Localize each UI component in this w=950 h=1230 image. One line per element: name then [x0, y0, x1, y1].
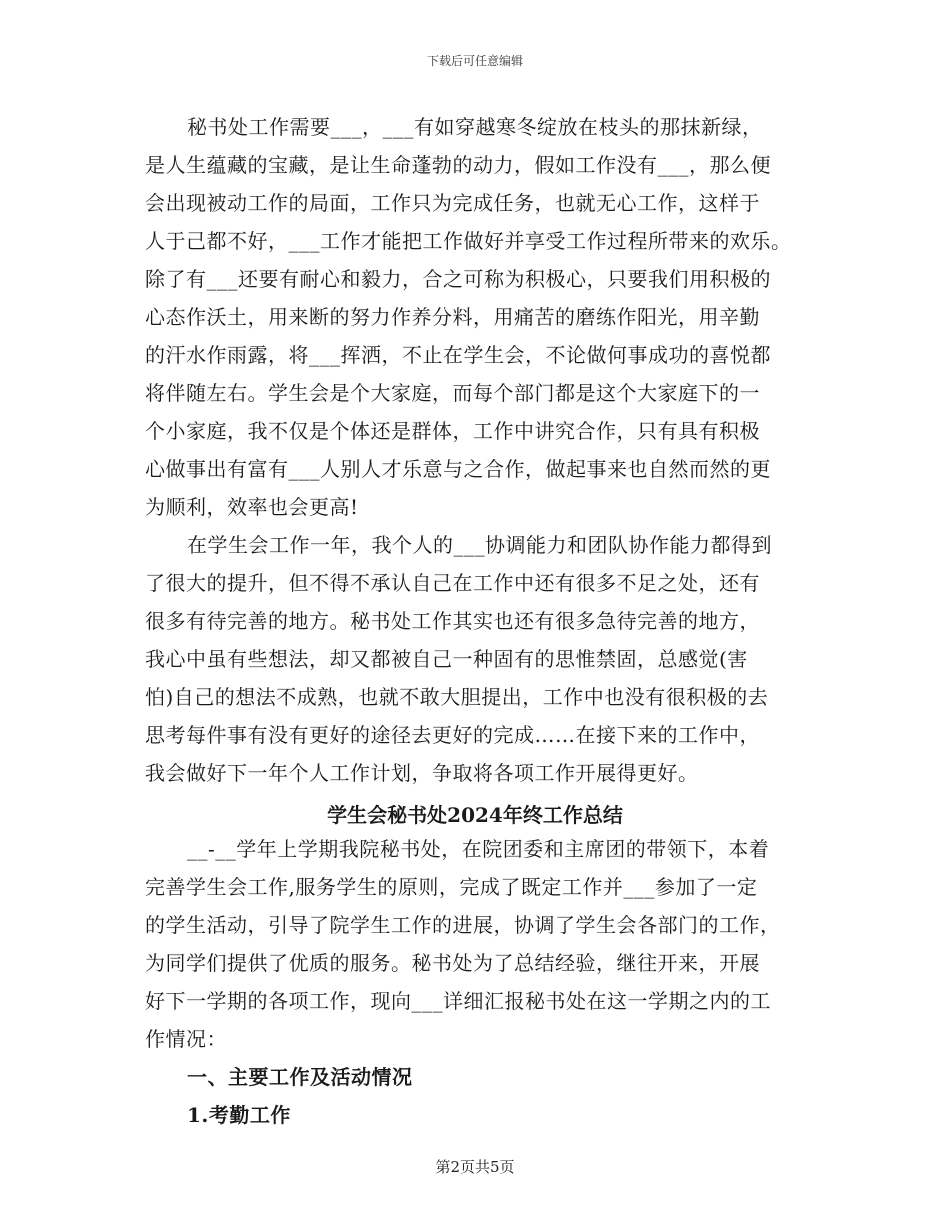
paragraph-line: 完善学生会工作,服务学生的原则，完成了既定工作并___参加了一定: [145, 875, 758, 899]
paragraph-line: 人于己都不好，___工作才能把工作做好并享受工作过程所带来的欢乐。: [145, 229, 792, 253]
paragraph-line: 个小家庭，我不仅是个体还是群体，工作中讲究合作，只有具有积极: [145, 419, 760, 443]
heading-main-work: 一、主要工作及活动情况: [187, 1065, 413, 1089]
paragraph-line: 为同学们提供了优质的服务。秘书处为了总结经验，继往开来，开展: [145, 951, 760, 975]
paragraph-line: 心态作沃土，用来断的努力作养分料，用痛苦的磨练作阳光，用辛勤: [145, 305, 760, 329]
paragraph-line: 了很大的提升，但不得不承认自己在工作中还有很多不足之处，还有: [145, 571, 760, 595]
paragraph-line: 我心中虽有些想法，却又都被自己一种固有的思惟禁固，总感觉(害: [145, 647, 748, 671]
paragraph-line: 我会做好下一年个人工作计划，争取将各项工作开展得更好。: [145, 761, 699, 785]
paragraph-line: 在学生会工作一年，我个人的___协调能力和团队协作能力都得到: [187, 533, 772, 557]
paragraph-line: 思考每件事有没有更好的途径去更好的完成……在接下来的工作中，: [145, 723, 760, 747]
page-footer: 第2页共5页: [435, 1158, 515, 1176]
paragraph-line: 的汗水作雨露，将___挥洒，不止在学生会，不论做何事成功的喜悦都: [145, 343, 771, 367]
section-title: 学生会秘书处2024年终工作总结: [327, 803, 623, 827]
paragraph-line: 的学生活动，引导了院学生工作的进展，协调了学生会各部门的工作，: [145, 913, 781, 937]
paragraph-line: 很多有待完善的地方。秘书处工作其实也还有很多急待完善的地方，: [145, 609, 760, 633]
paragraph-line: 会出现被动工作的局面，工作只为完成任务，也就无心工作，这样于: [145, 191, 760, 215]
paragraph-line: 是人生蕴藏的宝藏，是让生命蓬勃的动力，假如工作没有___，那么便: [145, 153, 771, 177]
page-header: 下载后可任意编辑: [426, 54, 523, 68]
paragraph-line: 怕)自己的想法不成熟，也就不敢大胆提出，工作中也没有很积极的去: [145, 685, 769, 709]
paragraph-line: 秘书处工作需要___，___有如穿越寒冬绽放在枝头的那抹新绿，: [187, 115, 763, 139]
paragraph-line: 除了有___还要有耐心和毅力，合之可称为积极心，只要我们用积极的: [145, 267, 771, 291]
paragraph-line: 为顺利，效率也会更高!: [145, 495, 359, 519]
heading-attendance: 1.考勤工作: [187, 1103, 291, 1127]
paragraph-line: 心做事出有富有___人别人才乐意与之合作，做起事来也自然而然的更: [145, 457, 771, 481]
paragraph-line: 将伴随左右。学生会是个大家庭，而每个部门都是这个大家庭下的一: [145, 381, 760, 405]
paragraph-line: 好下一学期的各项工作，现向___详细汇报秘书处在这一学期之内的工: [145, 989, 771, 1013]
paragraph-line: 作情况：: [145, 1027, 227, 1051]
paragraph-line: __-__学年上学期我院秘书处，在院团委和主席团的带领下，本着: [187, 837, 770, 861]
